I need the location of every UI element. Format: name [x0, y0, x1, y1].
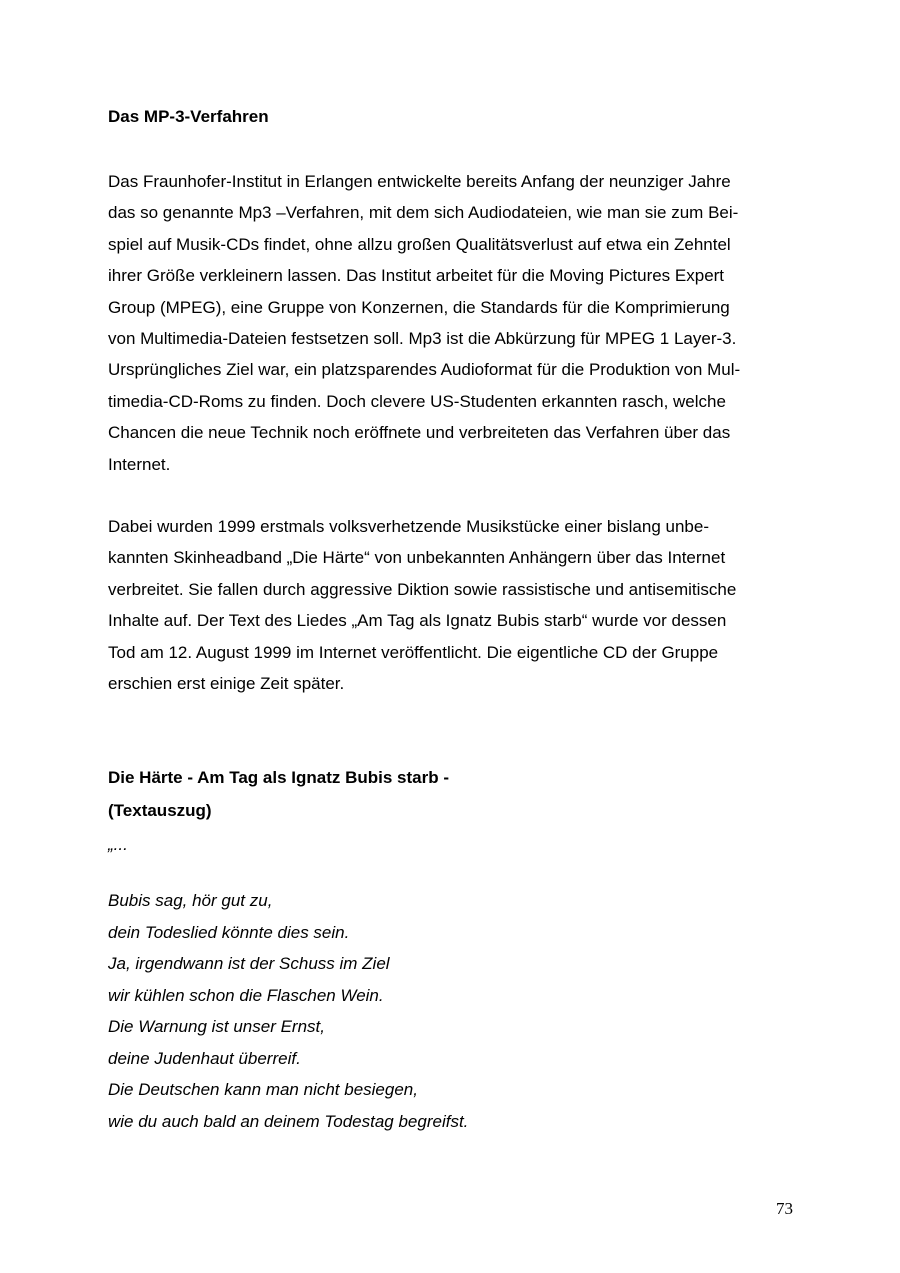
text-line: Inhalte auf. Der Text des Liedes „Am Tag als Ignatz Bubis starb“ wurde vor dessen — [108, 611, 727, 631]
verse-line: wir kühlen schon die Flaschen Wein. — [108, 985, 384, 1005]
text-line: Internet. — [108, 454, 171, 474]
text-line: Group (MPEG), eine Gruppe von Konzernen, die Standards für die Komprimierung — [108, 297, 730, 317]
text-line: verbreitet. Sie fallen durch aggressive Diktion sowie rassistische und antisemitische — [108, 579, 737, 599]
text-line: Ursprüngliches Ziel war, ein platzsparendes Audioformat für die Produktion von Mul- — [108, 360, 741, 380]
text-line: timedia-CD-Roms zu finden. Doch clevere US-Studenten erkannten rasch, welche — [108, 391, 726, 411]
page-number: 73 — [776, 1199, 793, 1218]
text-line: kannten Skinheadband „Die Härte“ von unbekannten Anhängern über das Internet — [108, 548, 726, 568]
text-line: spiel auf Musik-CDs findet, ohne allzu großen Qualitätsverlust auf etwa ein Zehntel — [108, 234, 731, 254]
verse-line: Die Warnung ist unser Ernst, — [108, 1017, 325, 1036]
text-line: Das Fraunhofer-Institut in Erlangen entwickelte bereits Anfang der neunziger Jahre — [108, 172, 731, 191]
text-line: ihrer Größe verkleinern lassen. Das Institut arbeitet für die Moving Pictures Expert — [108, 266, 725, 286]
excerpt-subtitle: (Textauszug) — [108, 801, 212, 820]
text-line: Dabei wurden 1999 erstmals volksverhetzende Musikstücke einer bislang unbe- — [108, 517, 709, 536]
paragraph-mp3-history — [108, 166, 808, 480]
verse-line: Die Deutschen kann man nicht besiegen, — [108, 1080, 418, 1099]
verse-line: deine Judenhaut überreif. — [108, 1048, 301, 1068]
verse-line: dein Todeslied könnte dies sein. — [108, 922, 350, 942]
paragraph-band-distribution — [108, 511, 808, 699]
verse-line: wie du auch bald an deinem Todestag begreifst. — [108, 1111, 469, 1131]
text-line: von Multimedia-Dateien festsetzen soll. Mp3 ist die Abkürzung für MPEG 1 Layer-3. — [108, 329, 737, 349]
lyrics-excerpt — [108, 885, 468, 1137]
section-title: Das MP-3-Verfahren — [108, 107, 269, 126]
excerpt-title: Die Härte - Am Tag als Ignatz Bubis starb - — [108, 768, 450, 787]
verse-line: Bubis sag, hör gut zu, — [108, 891, 273, 910]
text-line: Chancen die neue Technik noch eröffnete und verbreiteten das Verfahren über das — [108, 423, 731, 443]
quote-open-mark: „... — [108, 835, 128, 854]
verse-line: Ja, irgendwann ist der Schuss im Ziel — [108, 954, 390, 973]
text-line: erschien erst einige Zeit später. — [108, 674, 345, 694]
text-line: Tod am 12. August 1999 im Internet veröffentlicht. Die eigentliche CD der Gruppe — [108, 642, 719, 662]
text-line: das so genannte Mp3 –Verfahren, mit dem sich Audiodateien, wie man sie zum Bei- — [108, 203, 739, 223]
